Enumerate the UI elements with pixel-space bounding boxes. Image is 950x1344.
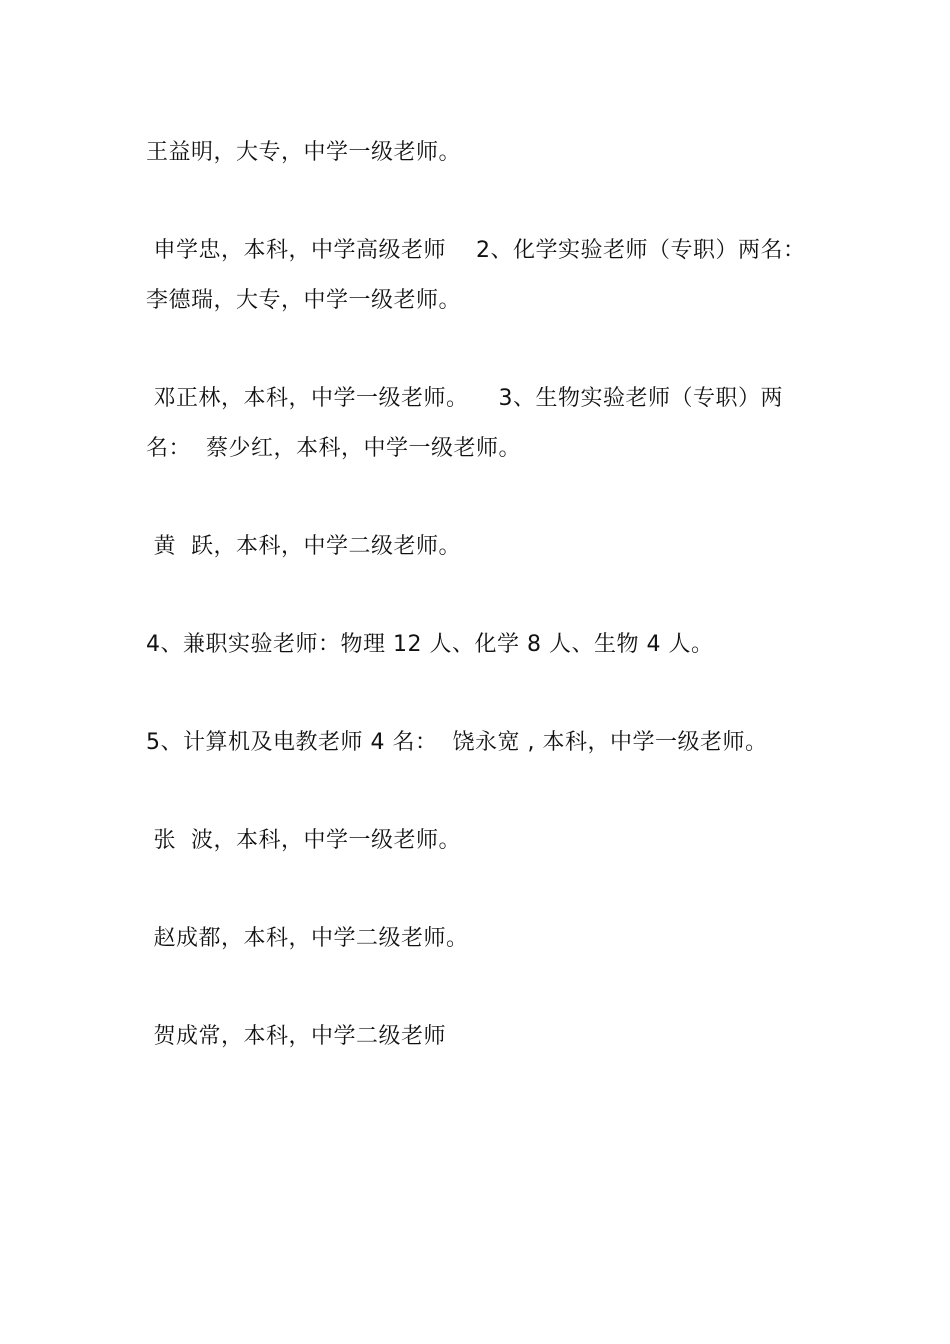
paragraph-he-chengchang: 贺成常，本科，中学二级老师 (146, 1024, 447, 1049)
paragraph-zhang-bo: 张 波，本科，中学一级老师。 (146, 828, 461, 853)
document-body (146, 128, 826, 1110)
paragraph-biology-teachers: 邓正林，本科，中学一级老师。 3、生物实验老师（专职）两名： 蔡少红，本科，中学一级老师。 (146, 386, 783, 461)
paragraph-wang-yiming: 王益明，大专，中学一级老师。 (146, 140, 462, 165)
paragraph-part-time-teachers: 4、兼职实验老师：物理 12 人、化学 8 人、生物 4 人。 (146, 632, 714, 657)
paragraph-huang-yue: 黄 跃，本科，中学二级老师。 (146, 534, 461, 559)
paragraph-chemistry-teachers: 申学忠，本科，中学高级老师 2、化学实验老师（专职）两名： 李德瑞，大专，中学一级老师。 (146, 238, 821, 313)
paragraph-zhao-chengdu: 赵成都，本科，中学二级老师。 (146, 926, 469, 951)
paragraph-computer-teachers: 5、计算机及电教老师 4 名： 饶永宽 , 本科，中学一级老师。 (146, 730, 768, 755)
